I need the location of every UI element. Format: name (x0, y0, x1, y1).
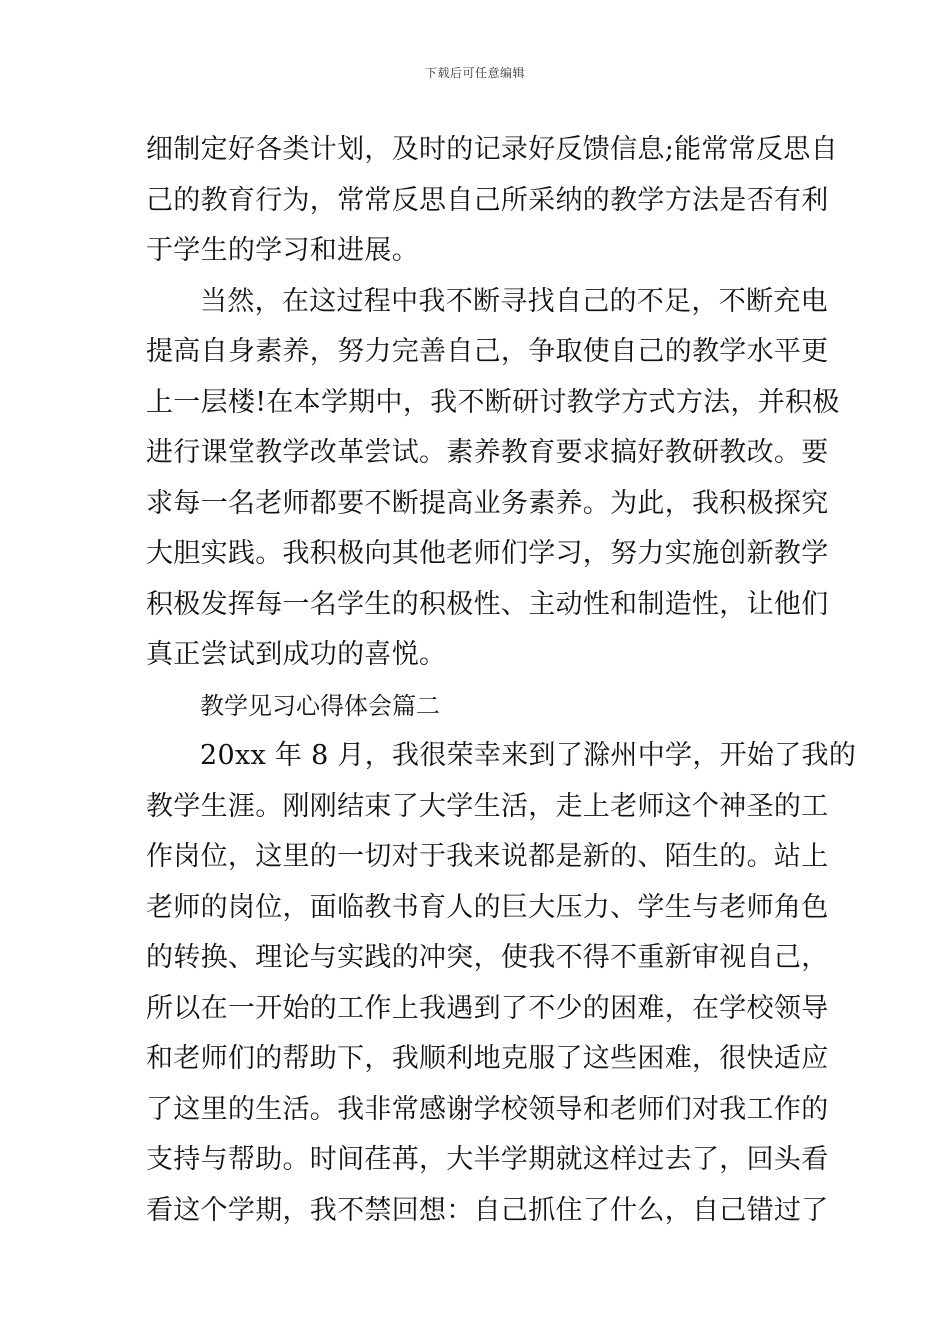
text-line: 的转换、理论与实践的冲突，使我不得不重新审视自己， (146, 942, 829, 973)
paragraph-1 (146, 125, 838, 277)
paragraph-3 (146, 731, 857, 1236)
text-line: 所以在一开始的工作上我遇到了不少的困难，在学校领导 (146, 992, 829, 1024)
text-line: 细制定好各类计划，及时的记录好反馈信息;能常常反思自 (146, 134, 838, 165)
text-line: 积极发挥每一名学生的积极性、主动性和制造性，让他们 (146, 588, 829, 620)
text-line: 20xx 年 8 月，我很荣幸来到了滁州中学，开始了我的 (200, 740, 857, 771)
document-body (146, 125, 857, 1236)
text-line: 老师的岗位，面临教书育人的巨大压力、学生与老师角色 (146, 891, 829, 923)
page-header: 下载后可任意编辑 (424, 66, 525, 80)
section-heading: 教学见习心得体会篇二 (200, 691, 440, 720)
text-line: 和老师们的帮助下，我顺利地克服了这些困难，很快适应 (146, 1043, 829, 1074)
text-line: 当然，在这过程中我不断寻找自己的不足，不断充电 (200, 285, 828, 317)
text-line: 上一层楼!在本学期中，我不断研讨教学方式方法，并积极 (146, 386, 840, 418)
text-line: 求每一名老师都要不断提高业务素养。为此，我积极探究 (146, 487, 829, 519)
text-line: 己的教育行为，常常反思自己所采纳的教学方法是否有利 (146, 184, 829, 216)
text-line: 提高自身素养，努力完善自己，争取使自己的教学水平更 (146, 336, 829, 367)
text-line: 支持与帮助。时间荏苒，大半学期就这样过去了，回头看 (146, 1144, 829, 1175)
paragraph-2 (146, 277, 840, 681)
text-line: 进行课堂教学改革尝试。素养教育要求搞好教研教改。要 (146, 437, 829, 468)
text-line: 了这里的生活。我非常感谢学校领导和老师们对我工作的 (146, 1093, 829, 1125)
text-line: 看这个学期，我不禁回想：自己抓住了什么，自己错过了 (146, 1194, 829, 1226)
text-line: 大胆实践。我积极向其他老师们学习，努力实施创新教学 (146, 538, 829, 569)
text-line: 真正尝试到成功的喜悦。 (146, 639, 447, 670)
text-line: 教学生涯。刚刚结束了大学生活，走上老师这个神圣的工 (146, 790, 829, 822)
text-line: 作岗位，这里的一切对于我来说都是新的、陌生的。站上 (146, 841, 829, 872)
text-line: 于学生的学习和进展。 (146, 235, 419, 266)
